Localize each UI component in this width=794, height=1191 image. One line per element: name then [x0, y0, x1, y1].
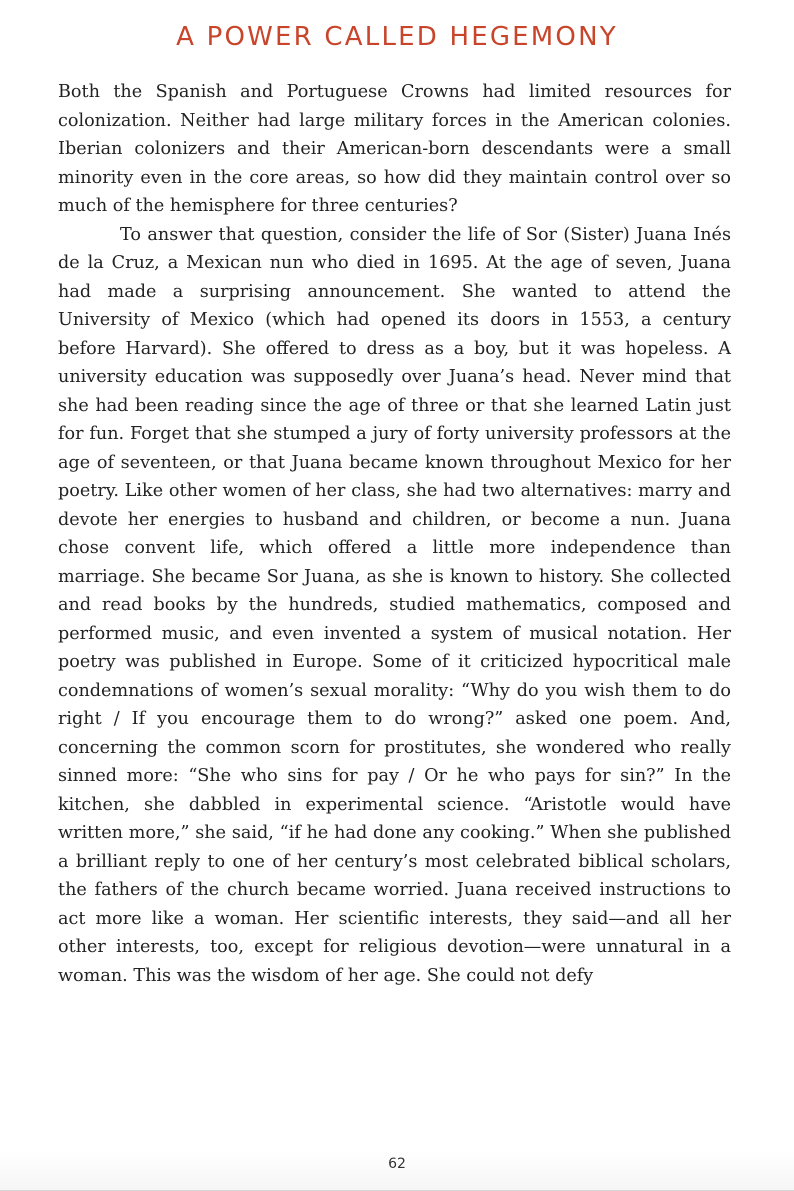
paragraph-1: Both the Spanish and Portuguese Crowns had limited resources for colonization. Neither had large military forces in the American colonies. Iberian colonizers and their American-born descendants were a small minority even in the core areas, so how did they maintain control over so much of the hemisphere for three centuries?: [58, 82, 731, 216]
body-text: [58, 78, 731, 990]
page-number: 62: [388, 1156, 406, 1172]
paragraph-2: To answer that question, consider the life of Sor (Sister) Juana Inés de la Cruz, a Mexican nun who died in 1695. At the age of seven, Juana had made a surprising announcement. She wanted to attend the University of Mexico (which had opened its doors in 1553, a century before Harvard). She offered to dress as a boy, but it was hopeless. A university education was supposedly over Juana’s head. Never mind that she had been reading since the age of three or that she learned Latin just for fun. Forget that she stumped a jury of forty university professors at the age of seventeen, or that Juana became known throughout Mexico for her poetry. Like other women of her class, she had two alternatives: marry and devote her energies to husband and children, or become a nun. Juana chose convent life, which offered a little more independence than marriage. She became Sor Juana, as she is known to history. She collected and read books by the hundreds, studied mathematics, composed and performed music, and even invented a system of musical notation. Her poetry was published in Europe. Some of it criticized hypocritical male condemnations of women’s sexual morality: “Why do you wish them to do right / If you encourage them to do wrong?” asked one poem. And, concerning the common scorn for prostitutes, she wondered who really sinned more: “She who sins for pay / Or he who pays for sin?” In the kitchen, she dabbled in experimental science. “Aristotle would have written more,” she said, “if he had done any cooking.” When she published a brilliant reply to one of her century’s most celebrated biblical scholars, the fathers of the church became worried. Juana received instructions to act more like a woman. Her scientific interests, they said—and all her other interests, too, except for religious devotion—were unnatural in a woman. This was the wisdom of her age. She could not defy: [58, 224, 731, 986]
chapter-heading: A POWER CALLED HEGEMONY: [176, 22, 618, 52]
